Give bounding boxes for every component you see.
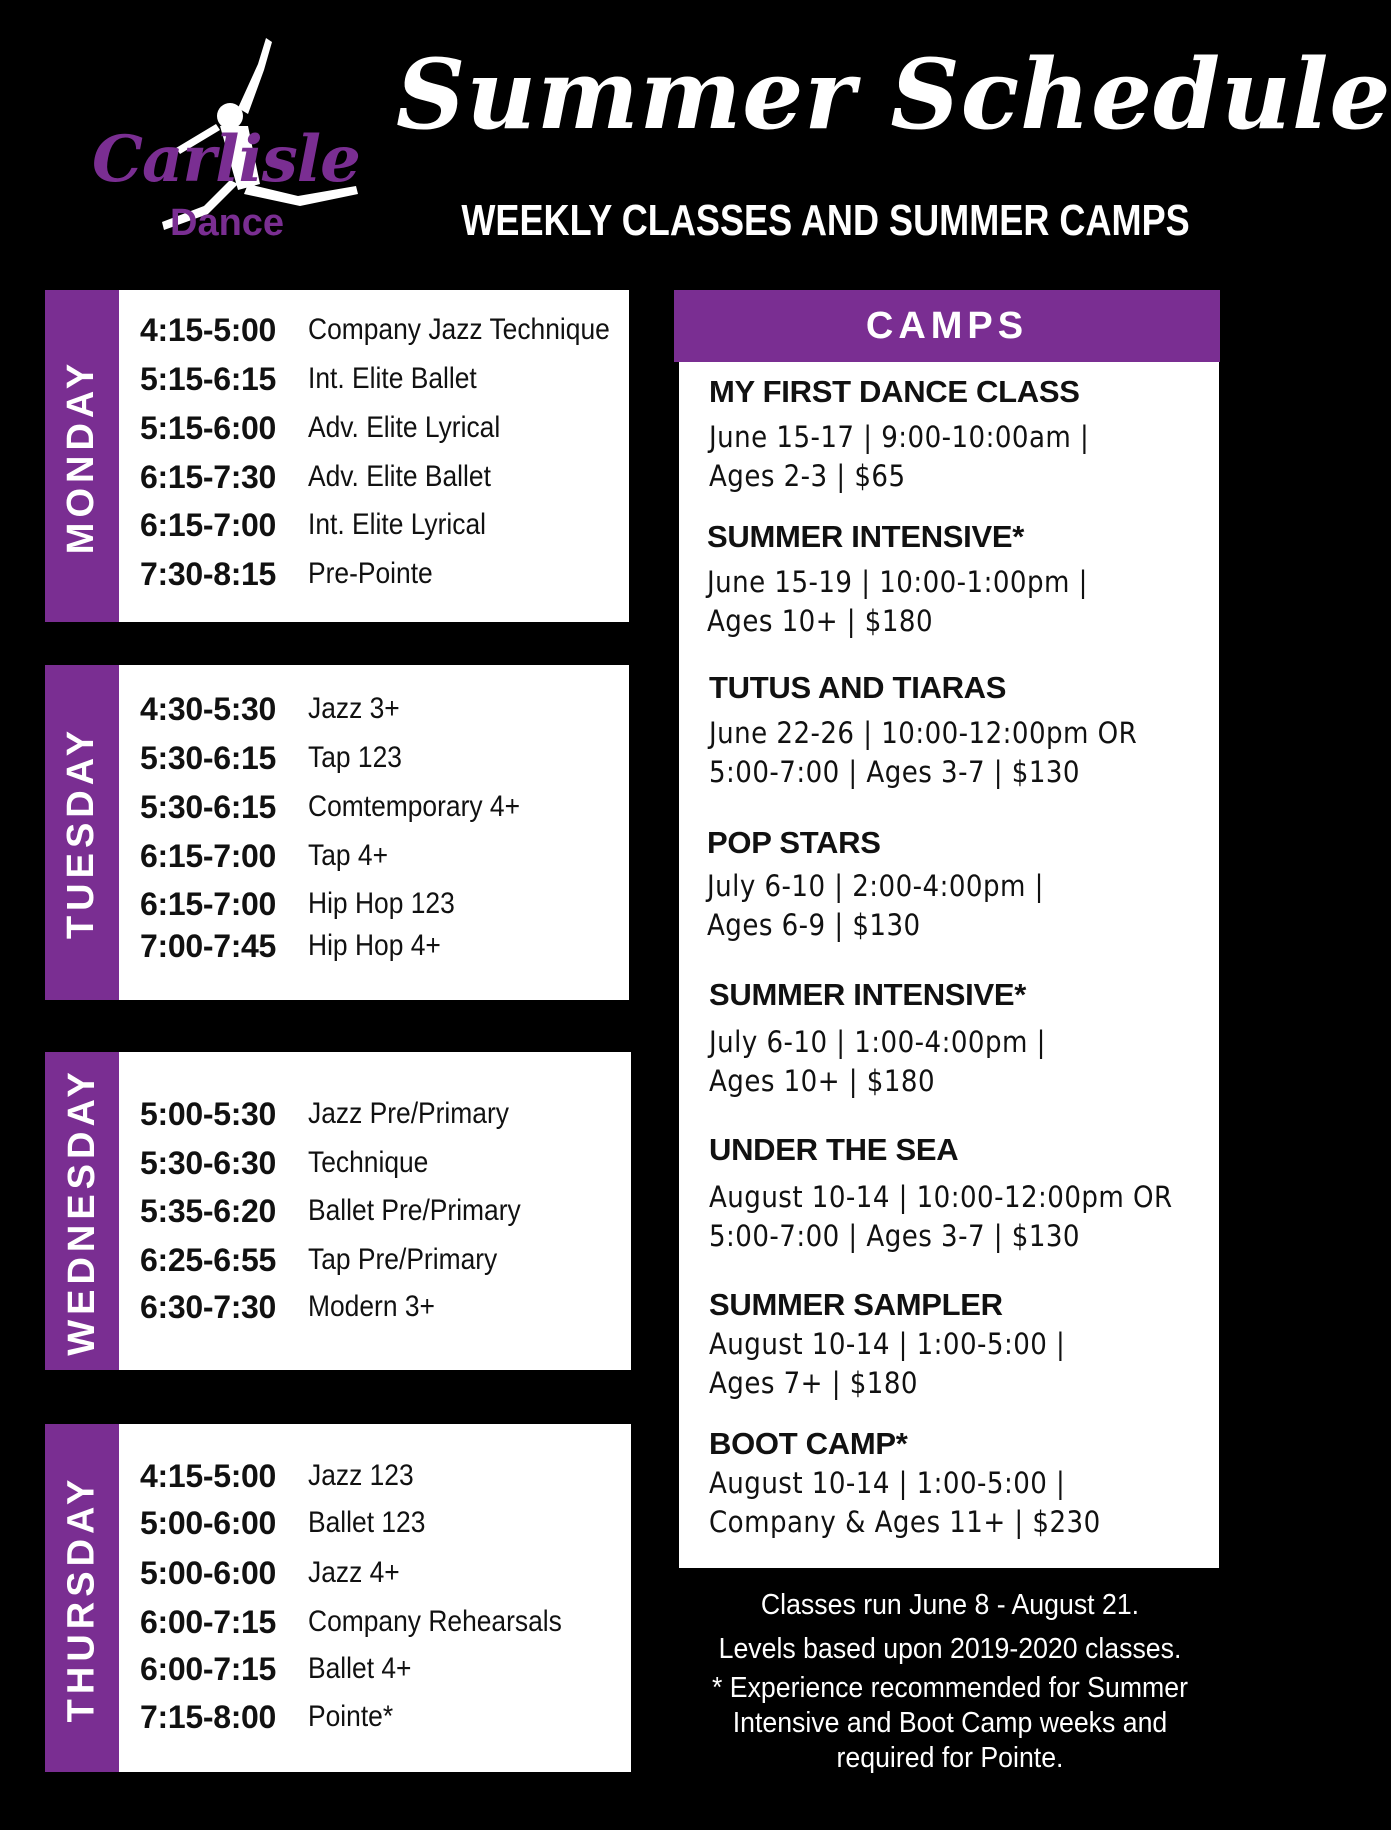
camp-details: June 15-19 | 10:00-1:00pm | [707, 565, 1088, 599]
note-experience-line: required for Pointe. [836, 1742, 1064, 1774]
note-experience [680, 1671, 1220, 1776]
class-row [140, 308, 651, 352]
day-tab [45, 1424, 119, 1772]
class-time: 5:30-6:15 [140, 739, 277, 776]
class-row [140, 1454, 428, 1498]
class-name: Adv. Elite Ballet [308, 460, 491, 493]
class-name: Comtemporary 4+ [308, 790, 521, 823]
class-name: Int. Elite Ballet [308, 362, 477, 395]
class-row [140, 1092, 536, 1136]
class-row [140, 1238, 523, 1282]
camp-name: POP STARS [707, 825, 881, 860]
camp-details: Company & Ages 11+ | $230 [709, 1505, 1101, 1539]
class-time: 6:15-7:30 [140, 458, 277, 495]
carlisle-dance-logo [88, 34, 378, 249]
day-label: MONDAY [60, 358, 103, 554]
class-name: Pointe* [308, 1700, 394, 1733]
camp-item [709, 1287, 1209, 1403]
class-time: 5:30-6:30 [140, 1144, 277, 1181]
class-time: 5:30-6:15 [140, 788, 277, 825]
camp-item [707, 519, 1207, 641]
class-name: Modern 3+ [308, 1290, 435, 1323]
camp-item [709, 374, 1209, 496]
note-experience-line: * Experience recommended for Summer [711, 1672, 1188, 1704]
day-panel-monday [45, 290, 629, 622]
camp-details: July 6-10 | 1:00-4:00pm | [709, 1025, 1046, 1059]
class-name: Hip Hop 123 [308, 887, 455, 920]
camps-title: CAMPS [865, 304, 1029, 347]
camp-details: August 10-14 | 1:00-5:00 | [709, 1466, 1066, 1500]
class-row [140, 1141, 445, 1185]
class-row [140, 1695, 405, 1739]
camp-details: 5:00-7:00 | Ages 3-7 | $130 [709, 755, 1080, 789]
logo-word-text: Dance [170, 202, 285, 244]
note-dates: Classes run June 8 - August 21. [760, 1589, 1140, 1621]
day-panel-wednesday [45, 1052, 631, 1370]
camp-details: Ages 7+ | $180 [709, 1366, 918, 1400]
class-time: 6:25-6:55 [140, 1241, 277, 1278]
class-name: Company Jazz Technique [308, 313, 610, 346]
class-name: Jazz Pre/Primary [308, 1097, 509, 1130]
camps-header [674, 290, 1220, 362]
class-row [140, 1189, 550, 1233]
camp-details: Ages 2-3 | $65 [709, 459, 906, 493]
day-tab [45, 665, 119, 1000]
class-time: 5:00-6:00 [140, 1504, 277, 1541]
day-panel-thursday [45, 1424, 631, 1772]
day-label: TUESDAY [60, 725, 103, 940]
class-time: 6:15-7:00 [140, 837, 277, 874]
camp-item [709, 977, 1209, 1101]
class-time: 6:15-7:00 [140, 885, 277, 922]
class-row [140, 924, 459, 968]
page-title: Summer Schedule [396, 38, 1391, 151]
camp-name: SUMMER INTENSIVE* [709, 977, 1026, 1012]
class-name: Tap Pre/Primary [308, 1243, 498, 1276]
day-tab [45, 1052, 119, 1370]
page-subtitle: WEEKLY CLASSES AND SUMMER CAMPS [461, 196, 1190, 245]
class-time: 6:00-7:15 [140, 1603, 277, 1640]
class-time: 5:35-6:20 [140, 1192, 277, 1229]
class-time: 7:00-7:45 [140, 927, 277, 964]
class-name: Tap 4+ [308, 839, 389, 872]
class-row [140, 736, 415, 780]
class-row [140, 882, 475, 926]
camp-name: UNDER THE SEA [709, 1132, 959, 1167]
class-time: 7:15-8:00 [140, 1698, 277, 1735]
class-row [140, 1600, 596, 1644]
camps-panel [679, 362, 1219, 1568]
class-name: Tap 123 [308, 741, 402, 774]
camp-item [709, 670, 1209, 792]
camp-item [707, 825, 1207, 945]
camp-item [709, 1426, 1209, 1542]
day-tab [45, 290, 119, 622]
schedule-notes [680, 1588, 1220, 1776]
class-time: 4:15-5:00 [140, 311, 277, 348]
day-label: THURSDAY [60, 1474, 103, 1722]
class-time: 4:30-5:30 [140, 690, 277, 727]
class-time: 6:00-7:15 [140, 1650, 277, 1687]
class-name: Jazz 123 [308, 1459, 414, 1492]
note-levels: Levels based upon 2019-2020 classes. [718, 1633, 1182, 1665]
class-time: 5:00-6:00 [140, 1554, 277, 1591]
class-row [140, 687, 412, 731]
class-time: 6:30-7:30 [140, 1288, 277, 1325]
class-row [140, 785, 549, 829]
camp-details: Ages 10+ | $180 [709, 1064, 936, 1098]
camp-name: TUTUS AND TIARAS [709, 670, 1007, 705]
class-row [140, 1285, 452, 1329]
camp-name: SUMMER SAMPLER [709, 1287, 1003, 1322]
class-row [140, 503, 510, 547]
class-time: 6:15-7:00 [140, 506, 277, 543]
class-name: Company Rehearsals [308, 1605, 562, 1638]
class-name: Ballet Pre/Primary [308, 1194, 521, 1227]
camp-details: 5:00-7:00 | Ages 3-7 | $130 [709, 1219, 1080, 1253]
class-name: Jazz 4+ [308, 1556, 400, 1589]
class-name: Technique [308, 1146, 429, 1179]
class-row [140, 1551, 412, 1595]
class-row [140, 1501, 441, 1545]
day-panel-tuesday [45, 665, 629, 1000]
class-row [140, 357, 500, 401]
class-time: 7:30-8:15 [140, 555, 277, 592]
class-name: Jazz 3+ [308, 692, 400, 725]
class-name: Int. Elite Lyrical [308, 508, 487, 541]
class-row [140, 552, 450, 596]
day-label: WEDNESDAY [60, 1066, 103, 1356]
note-experience-line: Intensive and Boot Camp weeks and [732, 1707, 1168, 1739]
class-row [140, 1647, 426, 1691]
camp-name: MY FIRST DANCE CLASS [709, 374, 1080, 409]
class-name: Ballet 123 [308, 1506, 426, 1539]
camp-details: August 10-14 | 1:00-5:00 | [709, 1327, 1066, 1361]
class-time: 5:15-6:00 [140, 409, 277, 446]
class-row [140, 455, 516, 499]
class-row [140, 406, 526, 450]
camp-details: June 22-26 | 10:00-12:00pm OR [709, 716, 1138, 750]
camp-details: July 6-10 | 2:00-4:00pm | [707, 869, 1044, 903]
class-name: Pre-Pointe [308, 557, 433, 590]
camp-details: August 10-14 | 10:00-12:00pm OR [709, 1180, 1173, 1214]
class-time: 5:00-5:30 [140, 1095, 277, 1132]
class-name: Adv. Elite Lyrical [308, 411, 501, 444]
class-time: 5:15-6:15 [140, 360, 277, 397]
camp-details: Ages 6-9 | $130 [707, 908, 921, 942]
camp-name: BOOT CAMP* [709, 1426, 908, 1461]
class-row [140, 834, 399, 878]
camp-name: SUMMER INTENSIVE* [707, 519, 1024, 554]
class-time: 4:15-5:00 [140, 1457, 277, 1494]
camp-details: Ages 10+ | $180 [707, 604, 934, 638]
class-name: Hip Hop 4+ [308, 929, 441, 962]
camp-details: June 15-17 | 9:00-10:00am | [709, 420, 1090, 454]
camp-item [709, 1132, 1209, 1256]
logo-script-text: Carlisle [92, 122, 360, 197]
class-name: Ballet 4+ [308, 1652, 412, 1685]
